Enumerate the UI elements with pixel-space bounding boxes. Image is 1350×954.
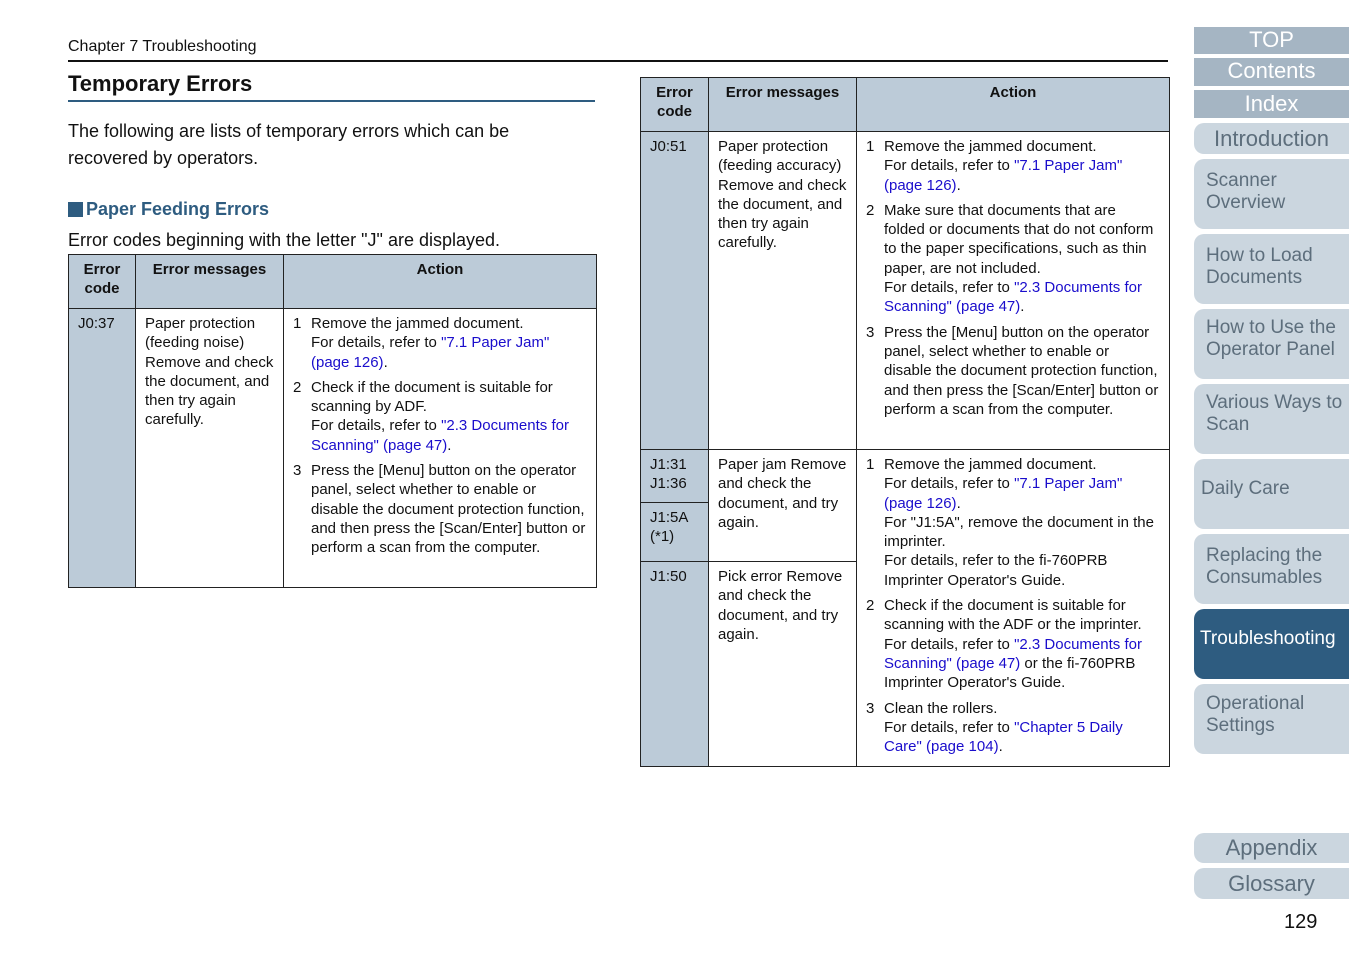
step-number: 3 <box>866 323 875 341</box>
ref-link-documents[interactable]: "2.3 Documents for Scanning" (page 47) <box>884 635 1142 672</box>
ref-link-paper-jam[interactable]: "7.1 Paper Jam" (page 126) <box>311 334 550 371</box>
error-code <box>641 450 709 503</box>
step-ref-suffix: or the fi-760PRB Imprinter Operator's Guide. <box>884 654 1136 692</box>
table-row <box>69 309 597 588</box>
header-action: Action <box>284 255 597 309</box>
step-ref-text: For details, refer to <box>884 279 1015 297</box>
tab-various-ways-to-scan[interactable]: Various Ways to Scan <box>1194 384 1349 454</box>
step-ref-text: For details, refer to <box>884 718 1015 736</box>
step-number: 1 <box>866 138 875 155</box>
header-error-code: Error code <box>69 255 136 309</box>
step-ref-text: For details, refer to <box>311 334 442 352</box>
action-step <box>866 455 1160 590</box>
chapter-label: Chapter 7 Troubleshooting <box>68 38 257 55</box>
error-code-note: Error codes beginning with the letter "J" are displayed. <box>68 230 501 250</box>
section-title: Temporary Errors <box>68 71 253 96</box>
header-rule <box>68 60 1168 62</box>
header-error-code: Error code <box>641 78 709 132</box>
step-ref-suffix: . <box>998 738 1003 756</box>
error-table-left <box>68 254 597 588</box>
tab-how-to-use-operator-panel[interactable]: How to Use the Operator Panel <box>1194 309 1349 379</box>
step-number: 3 <box>866 699 875 717</box>
error-code: J1:50 <box>641 562 709 767</box>
step-text: Press the [Menu] button on the operator panel, select whether to enable or disable the document protection function, and then press the [Scan/Enter] button or perform a scan from the computer. <box>884 323 1159 418</box>
table-row <box>641 450 1170 503</box>
step-number: 1 <box>866 456 875 473</box>
action-step <box>293 461 587 557</box>
step-ref-suffix: . <box>956 176 961 194</box>
action-cell <box>857 450 1170 767</box>
page-number: 129 <box>1284 911 1318 933</box>
ref-link-paper-jam[interactable]: "7.1 Paper Jam" (page 126) <box>884 475 1123 512</box>
tab-replacing-consumables[interactable]: Replacing the Consumables <box>1194 534 1349 604</box>
action-step <box>293 314 587 372</box>
section-title-underline <box>68 100 595 102</box>
step-text: Check if the document is suitable for scanning by ADF. <box>311 378 553 416</box>
step-number: 2 <box>293 378 302 396</box>
tab-troubleshooting[interactable]: Troubleshooting <box>1194 609 1349 679</box>
error-code-j136: J1:36 <box>650 475 687 493</box>
step-ref-text: For details, refer to <box>311 417 442 435</box>
step-ref-suffix: . <box>956 494 961 512</box>
tab-scanner-overview[interactable]: Scanner Overview <box>1194 159 1349 229</box>
ref-link-documents[interactable]: "2.3 Documents for Scanning" (page 47) <box>884 279 1142 316</box>
error-code: J1:5A (*1) <box>641 503 709 562</box>
tab-appendix[interactable]: Appendix <box>1194 833 1349 863</box>
subheading <box>68 199 269 220</box>
nav-top-button[interactable]: TOP <box>1194 27 1349 54</box>
step-text: Remove the jammed document. <box>884 138 1097 155</box>
error-message: Paper protection (feeding accuracy) Remove and check the document, and then try again carefully. <box>709 132 857 450</box>
step-text: Remove the jammed document. <box>311 315 524 332</box>
step-ref-suffix: . <box>383 353 388 371</box>
error-message: Pick error Remove and check the document, and try again. <box>709 562 857 767</box>
nav-contents-button[interactable]: Contents <box>1194 58 1349 86</box>
step-ref-text: For details, refer to <box>884 635 1015 653</box>
action-step <box>866 323 1160 419</box>
error-message: Paper jam Remove and check the document, and try again. <box>709 450 857 562</box>
tab-glossary[interactable]: Glossary <box>1194 868 1349 899</box>
step-number: 3 <box>293 462 302 480</box>
tab-introduction[interactable]: Introduction <box>1194 123 1349 154</box>
tab-operational-settings[interactable]: Operational Settings <box>1194 684 1349 754</box>
step-ref-suffix: . <box>1020 298 1025 316</box>
subheading-text: Paper Feeding Errors <box>86 199 270 219</box>
action-step <box>866 596 1160 692</box>
header-action: Action <box>857 78 1170 132</box>
step-ref-suffix: . <box>447 436 452 454</box>
nav-index-button[interactable]: Index <box>1194 90 1349 118</box>
step-text: Remove the jammed document. <box>884 456 1097 473</box>
table-row <box>641 132 1170 450</box>
error-message: Paper protection (feeding noise) Remove and check the document, and then try again carefully. <box>136 309 284 588</box>
ref-link-documents[interactable]: "2.3 Documents for Scanning" (page 47) <box>311 417 569 454</box>
action-step <box>866 699 1160 757</box>
step-ref-text: For details, refer to <box>884 157 1015 175</box>
step-number: 1 <box>293 315 302 332</box>
error-table-right <box>640 77 1170 767</box>
step-text: Make sure that documents that are folded or documents that do not conform to the paper specifications, such as thin paper, are not included. <box>884 201 1154 277</box>
step-text: Clean the rollers. <box>884 699 998 717</box>
ref-link-paper-jam[interactable]: "7.1 Paper Jam" (page 126) <box>884 157 1123 194</box>
error-code-j131: J1:31 <box>650 456 687 473</box>
ref-link-daily-care[interactable]: "Chapter 5 Daily Care" (page 104) <box>884 718 1123 756</box>
action-step <box>293 378 587 455</box>
error-code: J0:37 <box>69 309 136 588</box>
action-step <box>866 137 1160 195</box>
step-text: Press the [Menu] button on the operator panel, select whether to enable or disable the document protection function, and then press the [Scan/Enter] button or perform a scan from the computer. <box>311 462 586 557</box>
step-text: Check if the document is suitable for scanning with the ADF or the imprinter. <box>884 597 1142 634</box>
action-cell <box>284 309 597 588</box>
action-cell <box>857 132 1170 450</box>
step-text: For details, refer to the fi-760PRB Imprinter Operator's Guide. <box>884 552 1108 589</box>
square-bullet-icon <box>68 202 83 217</box>
error-code: J0:51 <box>641 132 709 450</box>
intro-paragraph: The following are lists of temporary errors which can be recovered by operators. <box>68 121 510 168</box>
tab-daily-care[interactable]: Daily Care <box>1194 459 1349 529</box>
header-error-messages: Error messages <box>709 78 857 132</box>
step-number: 2 <box>866 201 875 219</box>
action-step <box>866 201 1160 317</box>
step-number: 2 <box>866 597 875 615</box>
header-error-messages: Error messages <box>136 255 284 309</box>
step-ref-text: For details, refer to <box>884 475 1015 493</box>
tab-how-to-load-documents[interactable]: How to Load Documents <box>1194 234 1349 304</box>
step-text: For "J1:5A", remove the document in the imprinter. <box>884 513 1154 551</box>
